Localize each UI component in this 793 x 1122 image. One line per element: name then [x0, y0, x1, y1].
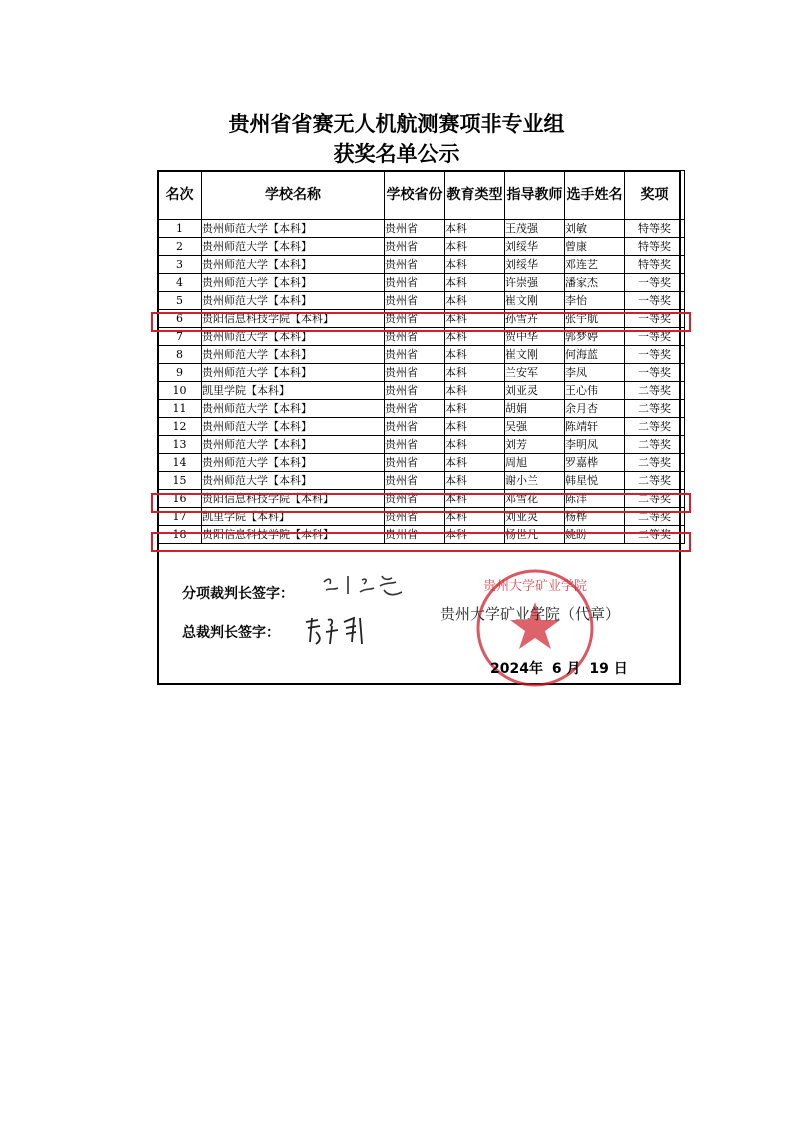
cell-education-type: 本科	[445, 490, 505, 508]
cell-province: 贵州省	[385, 310, 445, 328]
sub-referee-signature-label: 分项裁判长签字：	[182, 586, 294, 602]
cell-rank: 12	[158, 418, 202, 436]
cell-education-type: 本科	[445, 238, 505, 256]
table-row	[158, 400, 685, 418]
cell-student: 潘家杰	[565, 274, 625, 292]
cell-student: 陈靖轩	[565, 418, 625, 436]
cell-province: 贵州省	[385, 328, 445, 346]
table-row	[158, 256, 685, 274]
cell-teacher: 刘绥华	[505, 238, 565, 256]
cell-education-type: 本科	[445, 328, 505, 346]
cell-education-type: 本科	[445, 220, 505, 238]
cell-school: 贵阳信息科技学院【本科】	[202, 310, 385, 328]
cell-school: 贵州师范大学【本科】	[202, 454, 385, 472]
cell-school: 贵州师范大学【本科】	[202, 238, 385, 256]
cell-education-type: 本科	[445, 436, 505, 454]
cell-education-type: 本科	[445, 526, 505, 544]
cell-rank: 8	[158, 346, 202, 364]
cell-student: 郭梦婷	[565, 328, 625, 346]
cell-province: 贵州省	[385, 256, 445, 274]
signature-date	[486, 658, 628, 678]
cell-province: 贵州省	[385, 472, 445, 490]
table-row	[158, 328, 685, 346]
cell-rank: 14	[158, 454, 202, 472]
cell-teacher: 刘芳	[505, 436, 565, 454]
header-award: 奖项	[625, 171, 685, 220]
table-row	[158, 526, 685, 544]
cell-school: 贵州师范大学【本科】	[202, 400, 385, 418]
cell-school: 贵州师范大学【本科】	[202, 346, 385, 364]
cell-award: 特等奖	[625, 256, 685, 274]
cell-school: 凯里学院【本科】	[202, 508, 385, 526]
table-row	[158, 238, 685, 256]
table-row	[158, 364, 685, 382]
cell-teacher: 贺中华	[505, 328, 565, 346]
table-row	[158, 418, 685, 436]
cell-rank: 17	[158, 508, 202, 526]
cell-teacher: 王茂强	[505, 220, 565, 238]
cell-rank: 9	[158, 364, 202, 382]
cell-school: 贵州师范大学【本科】	[202, 292, 385, 310]
cell-school: 贵州师范大学【本科】	[202, 328, 385, 346]
cell-rank: 11	[158, 400, 202, 418]
cell-school: 贵州师范大学【本科】	[202, 364, 385, 382]
table-row	[158, 346, 685, 364]
table-row	[158, 292, 685, 310]
table-row	[158, 382, 685, 400]
cell-award: 二等奖	[625, 526, 685, 544]
seal-text: 贵州大学矿业学院	[482, 579, 588, 594]
cell-education-type: 本科	[445, 346, 505, 364]
header-province: 学校省份	[385, 171, 445, 220]
sub-referee-signature	[318, 568, 418, 602]
cell-school: 贵州师范大学【本科】	[202, 436, 385, 454]
table-row	[158, 274, 685, 292]
cell-teacher: 杨世凡	[505, 526, 565, 544]
cell-rank: 5	[158, 292, 202, 310]
cell-rank: 16	[158, 490, 202, 508]
cell-education-type: 本科	[445, 310, 505, 328]
cell-rank: 6	[158, 310, 202, 328]
cell-teacher: 邓雪花	[505, 490, 565, 508]
document-title-line1: 贵州省省赛无人机航测赛项非专业组	[228, 112, 565, 136]
table-row	[158, 220, 685, 238]
document-title-line2: 获奖名单公示	[333, 142, 460, 166]
cell-teacher: 刘亚灵	[505, 508, 565, 526]
cell-school: 贵州师范大学【本科】	[202, 418, 385, 436]
header-education-type: 教育类型	[445, 171, 505, 220]
cell-education-type: 本科	[445, 418, 505, 436]
cell-teacher: 周旭	[505, 454, 565, 472]
cell-rank: 1	[158, 220, 202, 238]
cell-student: 刘敏	[565, 220, 625, 238]
cell-teacher: 崔文刚	[505, 346, 565, 364]
cell-student: 张宇航	[565, 310, 625, 328]
table-row	[158, 490, 685, 508]
cell-award: 一等奖	[625, 310, 685, 328]
cell-education-type: 本科	[445, 382, 505, 400]
cell-award: 一等奖	[625, 274, 685, 292]
cell-student: 姚盼	[565, 526, 625, 544]
date-month: 6 月	[551, 661, 581, 677]
cell-education-type: 本科	[445, 400, 505, 418]
cell-student: 邓连艺	[565, 256, 625, 274]
table-row	[158, 454, 685, 472]
cell-teacher: 刘绥华	[505, 256, 565, 274]
cell-school: 凯里学院【本科】	[202, 382, 385, 400]
cell-student: 陈洋	[565, 490, 625, 508]
header-rank: 名次	[158, 171, 202, 220]
cell-education-type: 本科	[445, 364, 505, 382]
cell-school: 贵州师范大学【本科】	[202, 256, 385, 274]
cell-school: 贵阳信息科技学院【本科】	[202, 526, 385, 544]
cell-province: 贵州省	[385, 364, 445, 382]
cell-student: 罗嘉桦	[565, 454, 625, 472]
cell-teacher: 吴强	[505, 418, 565, 436]
cell-rank: 7	[158, 328, 202, 346]
cell-teacher: 刘亚灵	[505, 382, 565, 400]
cell-school: 贵州师范大学【本科】	[202, 472, 385, 490]
cell-education-type: 本科	[445, 454, 505, 472]
cell-student: 余月杏	[565, 400, 625, 418]
cell-student: 李怡	[565, 292, 625, 310]
cell-rank: 10	[158, 382, 202, 400]
cell-award: 二等奖	[625, 508, 685, 526]
cell-province: 贵州省	[385, 490, 445, 508]
cell-student: 杨桦	[565, 508, 625, 526]
cell-teacher: 谢小兰	[505, 472, 565, 490]
cell-province: 贵州省	[385, 400, 445, 418]
cell-education-type: 本科	[445, 472, 505, 490]
cell-rank: 4	[158, 274, 202, 292]
cell-student: 曾康	[565, 238, 625, 256]
cell-province: 贵州省	[385, 454, 445, 472]
seal-organization-text: 贵州大学矿业学院（代章）	[440, 605, 621, 623]
cell-education-type: 本科	[445, 256, 505, 274]
table-row	[158, 508, 685, 526]
cell-award: 特等奖	[625, 238, 685, 256]
cell-province: 贵州省	[385, 346, 445, 364]
chief-referee-signature-label: 总裁判长签字：	[182, 625, 280, 641]
cell-education-type: 本科	[445, 274, 505, 292]
cell-school: 贵阳信息科技学院【本科】	[202, 490, 385, 508]
table-header-row	[158, 171, 685, 220]
table-row	[158, 472, 685, 490]
cell-rank: 15	[158, 472, 202, 490]
cell-teacher: 胡娟	[505, 400, 565, 418]
cell-teacher: 兰安军	[505, 364, 565, 382]
cell-award: 二等奖	[625, 418, 685, 436]
cell-teacher: 孙雪卉	[505, 310, 565, 328]
cell-award: 二等奖	[625, 490, 685, 508]
cell-award: 二等奖	[625, 472, 685, 490]
cell-student: 韩星悦	[565, 472, 625, 490]
cell-education-type: 本科	[445, 292, 505, 310]
cell-rank: 13	[158, 436, 202, 454]
cell-province: 贵州省	[385, 382, 445, 400]
cell-award: 一等奖	[625, 364, 685, 382]
cell-province: 贵州省	[385, 274, 445, 292]
cell-rank: 3	[158, 256, 202, 274]
date-day: 19 日	[589, 661, 628, 677]
cell-award: 二等奖	[625, 400, 685, 418]
cell-education-type: 本科	[445, 508, 505, 526]
cell-province: 贵州省	[385, 508, 445, 526]
cell-award: 二等奖	[625, 454, 685, 472]
cell-student: 何海蓝	[565, 346, 625, 364]
cell-school: 贵州师范大学【本科】	[202, 220, 385, 238]
header-student: 选手姓名	[565, 171, 625, 220]
chief-referee-signature	[302, 612, 372, 648]
cell-award: 二等奖	[625, 382, 685, 400]
cell-student: 李明凤	[565, 436, 625, 454]
cell-award: 二等奖	[625, 436, 685, 454]
table-row	[158, 310, 685, 328]
header-school: 学校名称	[202, 171, 385, 220]
cell-teacher: 崔文刚	[505, 292, 565, 310]
cell-rank: 2	[158, 238, 202, 256]
cell-student: 李凤	[565, 364, 625, 382]
cell-province: 贵州省	[385, 418, 445, 436]
cell-award: 一等奖	[625, 292, 685, 310]
header-teacher: 指导教师	[505, 171, 565, 220]
date-year: 2024年	[490, 661, 543, 677]
cell-province: 贵州省	[385, 292, 445, 310]
cell-teacher: 许崇强	[505, 274, 565, 292]
cell-award: 特等奖	[625, 220, 685, 238]
cell-rank: 18	[158, 526, 202, 544]
cell-award: 一等奖	[625, 328, 685, 346]
cell-school: 贵州师范大学【本科】	[202, 274, 385, 292]
cell-province: 贵州省	[385, 220, 445, 238]
cell-award: 一等奖	[625, 346, 685, 364]
table-row	[158, 436, 685, 454]
cell-province: 贵州省	[385, 238, 445, 256]
awards-table-body	[158, 220, 685, 544]
cell-province: 贵州省	[385, 436, 445, 454]
cell-province: 贵州省	[385, 526, 445, 544]
awards-table	[157, 170, 685, 544]
cell-student: 王心伟	[565, 382, 625, 400]
